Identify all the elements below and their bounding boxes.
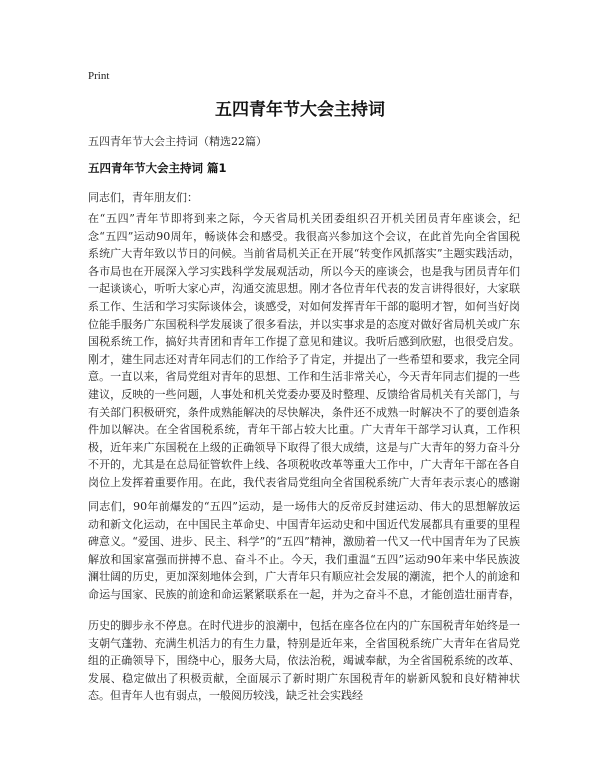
page-title: 五四青年节大会主持词	[215, 100, 385, 120]
document-subtitle: 五四青年节大会主持词（精选22篇）	[88, 135, 267, 148]
greeting-line: 同志们，青年朋友们：	[88, 191, 198, 204]
body-paragraph: 在“五四”青年节即将到来之际，今天省局机关团委组织召开机关团员青年座谈会，纪念“五四”运动90周年，畅谈体会和感受。我很高兴参加这个会议，在此首先向全省国税系统广大青年致以节日的问候。当前省局机关正在开展“转变作风抓落实”主题实践活动，各市局也在开展深入学习实践科学发展观活动，所以今天的座谈会，也是我与团员青年们一起谈谈心，听听大家心声，沟通交流思想。刚才各位青年代表的发言讲得很好，大家联系工作、生活和学习实际谈体会，谈感受，对如何发挥青年干部的聪明才智，如何当好岗位能手服务广东国税科学发展谈了很多看法，并以实事求是的态度对做好省局机关或广东国税系统工作，搞好共青团和青年工作提了意见和建议。我听后感到欣慰，也很受启发。刚才，建生同志还对青年同志们的工作给予了肯定，并提出了一些希望和要求，我完全同意。一直以来，省局党组对青年的思想、工作和生活非常关心，今天青年同志们提的一些建议，反映的一些问题，人事处和机关党委办要及时整理、反馈给省局机关有关部门，与有关部门积极研究，条件成熟能解决的尽快解决，条件还不成熟一时解决不了的要创造条件加以解决。在全省国税系统，青年干部占较大比重。广大青年干部学习认真，工作积极，近年来广东国税在上级的正确领导下取得了很大成绩，这是与广大青年的努力奋斗分不开的，尤其是在总局征管软件上线、各项税收改革等重大工作中，广大青年干部在各自岗位上发挥着重要作用。在此，我代表省局党组向全省国税系统广大青年表示衷心的感谢	[88, 212, 520, 489]
section-heading: 五四青年节大会主持词 篇1	[88, 161, 227, 175]
print-link[interactable]: Print	[88, 70, 110, 82]
body-paragraph: 同志们，90年前爆发的“五四”运动，是一场伟大的反帝反封建运动、伟大的思想解放运动和新文化运动，在中国民主革命史、中国青年运动史和中国近代发展都具有重要的里程碑意义。“爱国、进步、民主、科学”的“五四”精神，激励着一代又一代中国青年为了民族解放和国家富强而拼搏不息、奋斗不止。今天，我们重温“五四”运动90年来中华民族波澜壮阔的历史，更加深刻地体会到，广大青年只有顺应社会发展的潮流，把个人的前途和命运与国家、民族的前途和命运紧紧联系在一起，并为之奋斗不息，才能创造壮丽青春，	[88, 500, 520, 601]
body-paragraph: 历史的脚步永不停息。在时代进步的浪潮中，包括在座各位在内的广东国税青年始终是一支朝气蓬勃、充满生机活力的有生力量，特别是近年来，全省国税系统广大青年在省局党组的正确领导下，围绕中心，服务大局，依法治税，竭诚奉献，为全省国税系统的改革、发展、稳定做出了积极贡献，全面展示了新时期广东国税青年的崭新风貌和良好精神状态。但青年人也有弱点，一般阅历较浅，缺乏社会实践经	[88, 619, 520, 703]
